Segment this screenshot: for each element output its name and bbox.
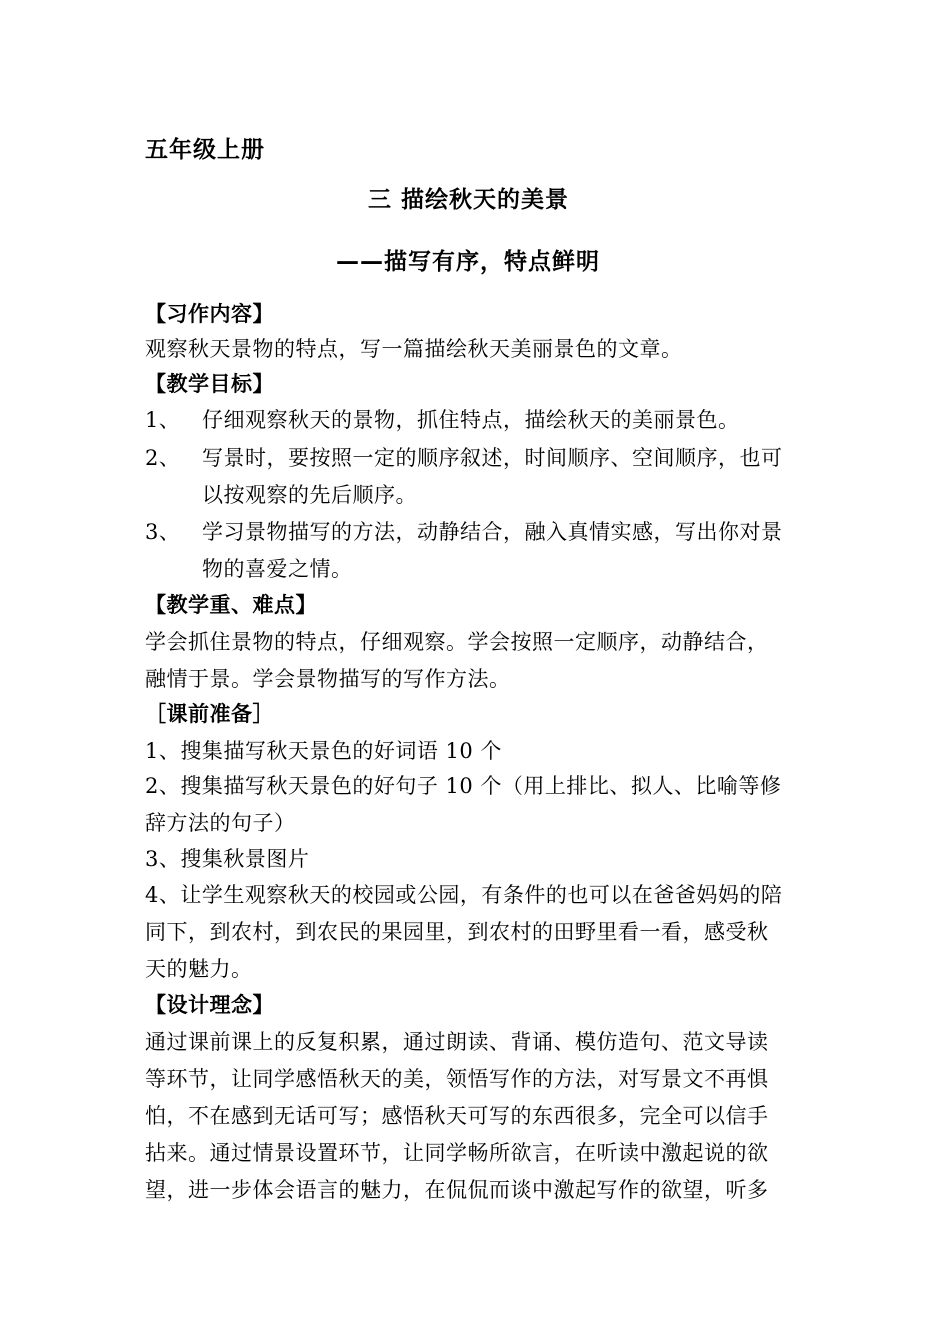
section-heading-goals: 【教学目标】 [145, 372, 274, 396]
preparation-line-1: 1、搜集描写秋天景色的好词语 10 个 [145, 739, 502, 763]
section-heading-concept: 【设计理念】 [145, 993, 274, 1017]
goal-text: 学习景物描写的方法，动静结合，融入真情实感，写出你对景 [202, 520, 783, 544]
goal-number: 3、 [145, 520, 181, 544]
section-heading-content: 【习作内容】 [145, 302, 274, 326]
preparation-line-3: 辞方法的句子） [145, 811, 296, 835]
preparation-line-2: 2、搜集描写秋天景色的好句子 10 个（用上排比、拟人、比喻等修 [145, 774, 782, 798]
section-heading-preparation: ［课前准备］ [145, 702, 274, 726]
concept-line-2: 等环节，让同学感悟秋天的美，领悟写作的方法，对写景文不再惧 [145, 1067, 769, 1091]
grade-label: 五年级上册 [145, 137, 265, 163]
goal-text: 仔细观察秋天的景物，抓住特点，描绘秋天的美丽景色。 [202, 408, 740, 432]
lesson-title: 三 描绘秋天的美景 [368, 187, 570, 213]
key-points-line-2: 融情于景。学会景物描写的写作方法。 [145, 667, 511, 691]
goal-item-2 [145, 444, 783, 472]
preparation-line-6: 同下，到农村，到农民的果园里，到农村的田野里看一看，感受秋 [145, 920, 769, 944]
goal-item-3-cont: 物的喜爱之情。 [202, 557, 353, 581]
preparation-line-7: 天的魅力。 [145, 957, 253, 981]
goal-item-3 [145, 518, 783, 546]
concept-line-3: 怕，不在感到无话可写；感悟秋天可写的东西很多，完全可以信手 [145, 1104, 769, 1128]
preparation-line-5: 4、让学生观察秋天的校园或公园，有条件的也可以在爸爸妈妈的陪 [145, 883, 783, 907]
key-points-line-1: 学会抓住景物的特点，仔细观察。学会按照一定顺序，动静结合， [145, 630, 769, 654]
concept-line-1: 通过课前课上的反复积累，通过朗读、背诵、模仿造句、范文导读 [145, 1030, 769, 1054]
goal-item-1 [145, 406, 740, 434]
preparation-line-4: 3、搜集秋景图片 [145, 847, 310, 871]
lesson-subtitle: ——描写有序，特点鲜明 [336, 249, 600, 275]
section-heading-key-points: 【教学重、难点】 [145, 593, 317, 617]
goal-item-2-cont: 以按观察的先后顺序。 [202, 483, 417, 507]
concept-line-5: 望，进一步体会语言的魅力，在侃侃而谈中激起写作的欲望，听多 [145, 1178, 769, 1202]
goal-number: 2、 [145, 446, 181, 470]
goal-text: 写景时，要按照一定的顺序叙述，时间顺序、空间顺序，也可 [202, 446, 783, 470]
content-text: 观察秋天景物的特点，写一篇描绘秋天美丽景色的文章。 [145, 337, 683, 361]
concept-line-4: 拈来。通过情景设置环节，让同学畅所欲言，在听读中激起说的欲 [145, 1141, 769, 1165]
goal-number: 1、 [145, 408, 181, 432]
